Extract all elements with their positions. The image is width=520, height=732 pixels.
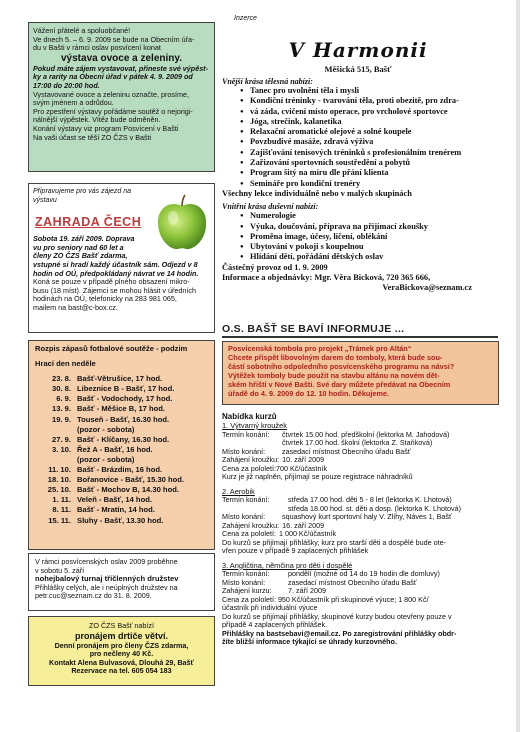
football-match-row [35, 465, 208, 475]
ad-brand: V Harmonii [288, 38, 428, 62]
course-value: zasedací místnost Obecního úřadu Bašť [288, 577, 417, 587]
exhibit-italic: Pokud máte zájem vystavovat, přineste své výpěst- [33, 63, 208, 73]
course-label: Místo konání: [222, 577, 266, 587]
branch-shredder-box [28, 616, 215, 686]
football-match-row [35, 485, 208, 495]
tombola-text: ském hřišti v Nové Bašti. Své dary můžete předávat na Obecním [228, 379, 451, 389]
ad-list-mind [240, 211, 494, 262]
tombola-box [222, 341, 499, 405]
football-match-row [35, 495, 208, 505]
football-match-row [35, 516, 208, 526]
trip-text: hodin od OÚ, předpokládaný návrat ve 14 hodin. [33, 268, 199, 278]
ad-list-item: ● Kondiční tréninky - tvarování těla, proti obezitě, pro zdra- [240, 96, 494, 106]
ad-email: VeraBickova@seznam.cz [382, 283, 472, 293]
course-value: pondělí (možné od 14 do 19 hodin dle domluvy) [288, 569, 440, 578]
volleyball-tournament-box [28, 553, 215, 611]
course-value: 10. září 2009 [282, 455, 325, 464]
mower-title: pronájem drtiče větví. [74, 630, 169, 641]
match-date: 3. 10. [52, 444, 71, 454]
exhibit-italic: ky a rarity na Obecní úřad v pátek 4. 9. 2009 od [33, 72, 193, 82]
match-teams: Bašť - Mochov B, 14.30 hod. [77, 485, 179, 495]
football-schedule-box [28, 340, 215, 550]
football-match-row [35, 374, 208, 384]
ad-list-item: ● Hlídání dětí, pořádání dětských oslav [240, 252, 494, 262]
match-date: 30. 8. [52, 384, 71, 394]
tombola-text: Chcete přispět libovolným darem do tomboly, která bude sou- [228, 352, 443, 362]
ad-address: Měšická 515, Bašť [324, 64, 392, 74]
ad-contact: Informace a objednávky: Mgr. Věra Bicková, 720 365 666, [222, 273, 431, 283]
tournament-text: Přihlášky celých, ale i neúplných družstev na [35, 582, 178, 592]
match-date: 6. 9. [56, 394, 71, 404]
ad-label: Inzerce [234, 15, 257, 22]
ad-list-item: ● Numerologie [240, 211, 494, 221]
match-teams: Bašť-Větrušice, 17 hod. [77, 374, 163, 384]
match-date: 27. 9. [52, 434, 71, 444]
football-match-row [35, 445, 208, 455]
tournament-title: nohejbalový turnaj tříčlenných družstev [35, 574, 179, 584]
match-teams: Bašť - Klíčany, 16.30 hod. [77, 434, 170, 444]
tournament-text: v sobotu 5. září [35, 565, 85, 575]
match-teams: Bašť - Brázdim, 16 hod. [77, 465, 163, 475]
exhibit-text: Ve dnech 5. – 6. 9. 2009 se bude na Obecním úřa- [33, 34, 195, 44]
course-label: Zahájení kurzu: [222, 586, 272, 595]
ad-list-item: ● vá záda, cvičení místo operace, pro vrcholové sportovce [240, 107, 494, 117]
course-note: žíte bližší informace týkající se úhrady kurzovného. [222, 637, 397, 646]
course-value: 16. září 2009 [282, 520, 325, 530]
course-value: 7. září 2009 [288, 586, 326, 595]
match-date [35, 455, 77, 465]
apple-icon [155, 194, 209, 252]
mower-text: ZO ČZS Bašť nabízí [88, 621, 154, 630]
football-list [35, 374, 208, 525]
os-heading: O.S. BAŠŤ SE BAVÍ INFORMUJE ... [222, 323, 405, 335]
course-label: Místo konání: [222, 512, 266, 521]
ad-list-item: ● Výuka, doučování, příprava na přijímací zkoušky [240, 222, 494, 232]
exhibit-italic: 17:00 do 20:00 hod. [33, 80, 100, 90]
match-date [35, 425, 77, 435]
exhibit-text: nálnější výpěstek. Vítěz bude odměněn. [33, 115, 161, 125]
trip-text: hodinách na OÚ, telefonicky na 283 981 065, [33, 294, 177, 304]
course-note: Do kurzů se přijímají přihlášky, skupinové kurzy budou otevřeny pouze v [222, 611, 452, 621]
course-value: 700 Kč/účastník [275, 463, 328, 473]
match-teams: Veleň - Bašť, 14 hod. [77, 495, 152, 505]
football-match-row [35, 455, 208, 465]
football-subtitle: Hrací den neděle [35, 358, 96, 368]
football-match-row [35, 425, 208, 435]
heading-divider [222, 336, 498, 338]
ad-list-item: ● Relaxační aromatické olejové a solné koupele [240, 127, 494, 137]
course-note: vřen pouze v případě 9 zaplacených přihlášek [222, 546, 369, 555]
trip-text: busu (18 míst). Zájemci se mohou hlásit v úředních [33, 285, 196, 295]
tombola-text: Posvícenská tombola pro projekt „Trámek pro Altán“ [228, 344, 412, 353]
exhibit-greeting: Vážení přátelé a spoluobčané! [33, 26, 131, 35]
football-match-row [35, 435, 208, 445]
match-date: 15. 11. [48, 515, 71, 525]
tournament-text: petr.cuc@seznam.cz do 31. 8. 2009. [35, 591, 152, 601]
course-value: čtvrtek 17.00 hod. školní (lektorka Z. Staňková) [282, 438, 433, 447]
mower-contact: Kontakt Alena Bulvasová, Dlouhá 29, Bašť [49, 657, 194, 667]
trip-heading: výstavu [33, 196, 57, 204]
match-teams: Sluhy - Bašť, 13.30 hod. [77, 515, 164, 525]
match-date: 11. 10. [48, 465, 71, 475]
ad-list-item: ● Program šitý na míru dle přání klienta [240, 168, 494, 178]
tombola-text: Výtěžek tomboly bude použit na stavbu altánu na novém dět- [228, 370, 440, 380]
match-date: 19. 9. [52, 414, 71, 424]
courses-heading: Nabídka kurzů [222, 412, 277, 421]
match-date: 1. 11. [52, 495, 71, 505]
trip-text: Sobota 19. září 2009. Doprava [33, 234, 135, 244]
ad-list-body [240, 86, 494, 189]
exhibit-text: du v Bašti v rámci oslav posvícení konat [33, 43, 161, 53]
football-title: Rozpis zápasů fotbalové soutěže - podzim [35, 344, 188, 353]
match-teams: Řež A - Bašť, 16 hod. [77, 444, 153, 454]
ad-list-item: ● Tanec pro uvolnění těla i mysli [240, 86, 494, 96]
exhibit-text: Konání výstavy viz program Posvícení v Bašti [33, 123, 179, 133]
exhibit-signature: Na vaši účast se těší ZO ČZS v Bašti [33, 132, 152, 142]
course-label: Termín konání: [222, 495, 270, 504]
course-note: Přihlášky na bastsebavi@email.cz. Po zaregistrování přihlášky obdr- [222, 628, 457, 638]
football-match-row [35, 394, 208, 404]
trip-title: ZAHRADA ČECH [35, 215, 142, 230]
course-title: 3. Angličtina, němčina pro děti i dospělé [222, 560, 353, 570]
garden-trip-box [28, 183, 215, 333]
match-date: 25. 10. [47, 485, 71, 495]
trip-text: vu pro seniory nad 60 let a [33, 242, 124, 252]
course-value: 1 000 Kč/účastník [278, 529, 337, 538]
tournament-text: V rámci posvícenských oslav 2009 proběhne [35, 557, 178, 566]
course-label: Cena za pololetí: [222, 463, 276, 473]
trip-text: Koná se pouze v případě plného obsazení mikro- [33, 277, 190, 287]
match-teams: Bašť - Měšice B, 17 hod. [77, 404, 166, 414]
football-match-row [35, 404, 208, 414]
course-label: Cena za pololetí: [222, 529, 276, 538]
mower-text: pro nečleny 40 Kč. [89, 649, 154, 659]
course-value: středa 17.00 hod. děti 5 - 8 let (lektorka K. Lhotová) [288, 495, 452, 504]
course-label: Místo konání: [222, 446, 266, 456]
match-date: 13. 9. [52, 404, 71, 414]
match-teams: (pozor - sobota) [77, 454, 135, 464]
scan-edge [516, 0, 520, 732]
mower-phone: Rezervace na tel. 605 054 183 [71, 666, 172, 676]
ad-note: Všechny lekce individuálně nebo v malých skupinách [222, 188, 412, 198]
mower-text: Denní pronájem pro členy ČZS zdarma, [54, 640, 189, 650]
ad-list-item: ● Povzbudivé masáže, zdravá výživa [240, 137, 494, 147]
exhibit-text: svým jménem a odrůdou. [33, 98, 114, 108]
trip-text: vstupné si hradí každý účastník sám. Odjezd v 8 [33, 259, 198, 269]
football-match-row [35, 415, 208, 425]
match-teams: Bořanovice - Bašť, 15.30 hod. [77, 475, 185, 485]
trip-text: členy ZO ČZS Bašť zdarma, [33, 251, 128, 261]
ad-list-item: ● Zařizování sportovních soustředění a pobytů [240, 158, 494, 168]
match-teams: (pozor - sobota) [77, 424, 135, 434]
match-date: 18. 10. [47, 475, 71, 485]
ad-note: Částečný provoz od 1. 9. 2009 [222, 262, 328, 272]
course-note: Cena za pololetí: 950 Kč/účastník při skupinové výuce; 1 800 Kč/ [222, 594, 429, 604]
exhibit-text: Vystavované ovoce a zeleninu označte, prosíme, [33, 89, 189, 99]
course-title: 2. Aerobik [222, 486, 255, 496]
trip-heading: Připravujeme pro vás zájezd na [33, 188, 132, 195]
tombola-text: úřadě do 4. 9. 2009 do 12. 10 hodin. Děkujeme. [228, 388, 389, 398]
course-label: Zahájení kroužku: [222, 520, 280, 530]
trip-text: mailem na bast@c-box.cz. [33, 302, 118, 312]
ad-subheading: Vnější krása tělesná nabízí: [222, 77, 313, 86]
tombola-text: částí sobotního odpoledního posvícenského programu na návsi? [228, 361, 455, 371]
courses-section [222, 410, 500, 647]
match-teams: Bašť - Vodochody, 17 hod. [77, 394, 173, 404]
football-match-row [35, 384, 208, 394]
ad-list-item: ● Zajišťování tenisových tréninků s profesionálním trenérem [240, 148, 494, 158]
match-teams: Touseň - Bašť, 16.30 hod. [77, 414, 170, 424]
football-match-row [35, 505, 208, 515]
fruit-exhibition-box [28, 22, 215, 172]
ad-list-item: ● Ubytování v pokoji s koupelnou [240, 242, 494, 252]
course-value: zasedací místnost Obecního úřadu Bašť [282, 446, 411, 456]
ad-list-item: ● Semináře pro kondiční trenéry [240, 179, 494, 189]
course-label: Zahájení kroužku: [222, 455, 280, 464]
harmonie-advert [222, 26, 494, 316]
match-date: 23. 8. [52, 374, 71, 384]
course-note: Kurz je již naplněn, přijímají se pouze registrace náhradníků [222, 472, 413, 481]
course-note: Do kurzů se přijímají přihlášky, kurz pro starší děti a dospělé bude ote- [222, 537, 446, 547]
course-note: případě 4 zaplacených přihlášek. [222, 620, 328, 629]
ad-list-item: ● Proměna image, účesy, líčení, oblékání [240, 232, 494, 242]
course-value: čtvrtek 15.00 hod. předškolní (lektorka M. Jahodová) [282, 429, 450, 439]
exhibit-text: Pro zpestření výstavy pořádáme soutěž o nejorigi- [33, 106, 193, 116]
course-value: středa 18.00 hod. st. děti a dosp. (lektorka K. Lhotová) [288, 503, 462, 513]
match-teams: Bašť - Mratín, 14 hod. [77, 505, 155, 515]
ad-subheading: Vnitřní krása duševní nabízí: [222, 202, 319, 212]
match-teams: Libeznice B - Bašť, 17 hod. [77, 384, 175, 394]
match-date: 8. 11. [52, 505, 71, 515]
football-match-row [35, 475, 208, 485]
ad-list-item: ● Jóga, strečink, kalanetika [240, 117, 494, 127]
course-title: 1. Výtvarný kroužek [222, 421, 287, 430]
course-label: Termín konání: [222, 569, 270, 578]
exhibit-title: výstava ovoce a zeleniny. [61, 52, 182, 64]
course-note: účastník při individuální výuce [222, 603, 318, 612]
course-value: squashový kurt sportovní haly V. Zlíhy, Náves 1, Bašť [282, 512, 452, 521]
course-label: Termín konání: [222, 429, 270, 439]
